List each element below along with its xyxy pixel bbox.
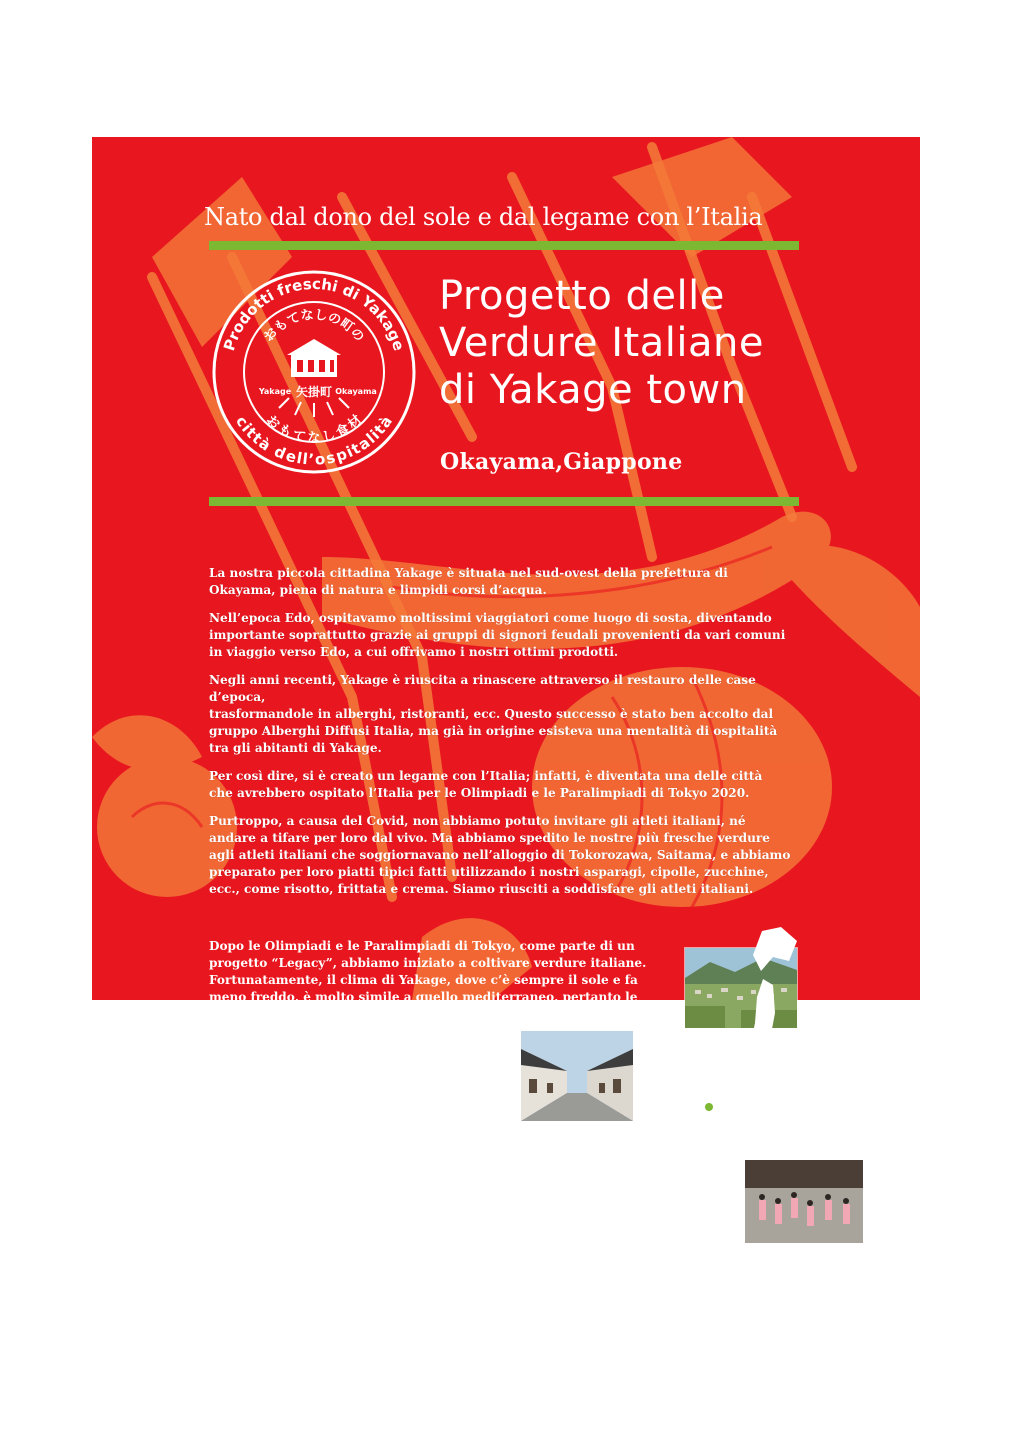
photo-yakage-street (520, 1030, 634, 1122)
seal-center-kanji: 矢掛町 (295, 385, 333, 399)
seal-left-word: Yakage (258, 387, 292, 396)
contact-label: Contatti (209, 1176, 261, 1191)
address-value: 17-1 Obayashi, Yakagecho,Odagun,Okayama (294, 1226, 578, 1241)
contact-info (209, 1171, 578, 1246)
paragraph-3: Negli anni recenti, Yakage è riuscita a rinascere attraverso il restauro delle case d’epoca, trasformandole in alberghi, ristoranti, ecc. Questo successo è stato ben accolto dal gruppo Alberghi Diffusi Italia, ma già in origine esisteva una mentalità di ospitalità tra gli abitanti di Yakage. (209, 673, 778, 755)
paragraph-1: La nostra piccola cittadina Yakage è situata nel sud-ovest della prefettura di Okayama, piena di natura e limpidi corsi d’acqua. (209, 566, 728, 597)
title-line-2: Verdure Italiane (439, 320, 764, 366)
contact-row: Contatti : JA Haranokuni Okayama,Yakage Agri-Center (209, 1171, 578, 1196)
seal-outer-top: Prodotti freschi di Yakage (220, 274, 408, 353)
contact-value: JA Haranokuni Okayama,Yakage Agri-Center (294, 1176, 578, 1191)
email-row: Email : e-yakage@yg.oy-ja.or.jp (209, 1196, 578, 1221)
paragraph-5: Purtroppo, a causa del Covid, non abbiamo potuto invitare gli atleti italiani, né andare a tifare per loro dal vivo. Ma abbiamo spedito le nostre più fresche verdure agli atleti italiani che soggiornavano nell’alloggio di Tokorozawa, Saitama, e abbiamo preparato per loro piatti tipici fatti utilizzando i nostri asparagi, cipolle, zucchine, ecc., come risotto, frittata e crema. Siamo riusciti a soddisfare gli atleti italiani. (209, 814, 791, 896)
tagline: Nato dal dono del sole e dal legame con l’Italia (204, 203, 763, 231)
accent-bar-bottom (209, 497, 799, 506)
seal-inner-top: おもてなしの町の (261, 307, 367, 346)
house-icon (287, 339, 341, 377)
subtitle: Okayama,Giappone (440, 449, 683, 475)
page-title (439, 273, 879, 414)
address-label: Indirizzo (209, 1226, 265, 1241)
title-line-1: Progetto delle (439, 273, 725, 319)
yakage-seal-logo (209, 267, 419, 477)
map-label: YAKAGE TOWN (687, 1055, 790, 1068)
email-label: Email (209, 1201, 246, 1216)
address-row: Indirizzo : 17-1 Obayashi, Yakagecho,Odagun,Okayama (209, 1221, 578, 1246)
body-text (209, 565, 807, 909)
title-line-3: di Yakage town (439, 367, 747, 413)
seal-right-word: Okayama (335, 387, 377, 396)
paragraph-2: Nell’epoca Edo, ospitavamo moltissimi viaggiatori come luogo di sosta, diventando importante soprattutto grazie ai gruppi di signori feudali provenienti da vari comuni in viaggio verso Edo, a cui offrivamo i nostri ottimi prodotti. (209, 611, 786, 659)
photo-festival (744, 1159, 864, 1244)
seal-inner-bottom: おもてなし食材 (262, 412, 366, 446)
paragraph-4: Per così dire, si è creato un legame con l’Italia; infatti, è diventata una delle città che avrebbero ospitato l’Italia per le Olimpiadi e le Paralimpiadi di Tokyo 2020. (209, 769, 763, 800)
poster (92, 137, 920, 1241)
sun-rays-icon (279, 398, 349, 417)
accent-bar-top (209, 241, 799, 250)
yakage-location-marker (705, 1103, 713, 1111)
seal-outer-bottom: città dell’ospitalità (232, 412, 396, 469)
japan-map (657, 927, 802, 1177)
paragraph-6: Dopo le Olimpiadi e le Paralimpiadi di Tokyo, come parte di un progetto “Legacy”, abbiamo iniziato a coltivare verdure italiane. Fortunatamente, il clima di Yakage, dove c’è sempre il sole e fa meno freddo, è molto simile a quello mediterraneo, pertanto le verdure italiane crescono bene. Speriamo che siano di vostro gradimento. (209, 939, 647, 1038)
email-value: e-yakage@yg.oy-ja.or.jp (294, 1201, 445, 1216)
